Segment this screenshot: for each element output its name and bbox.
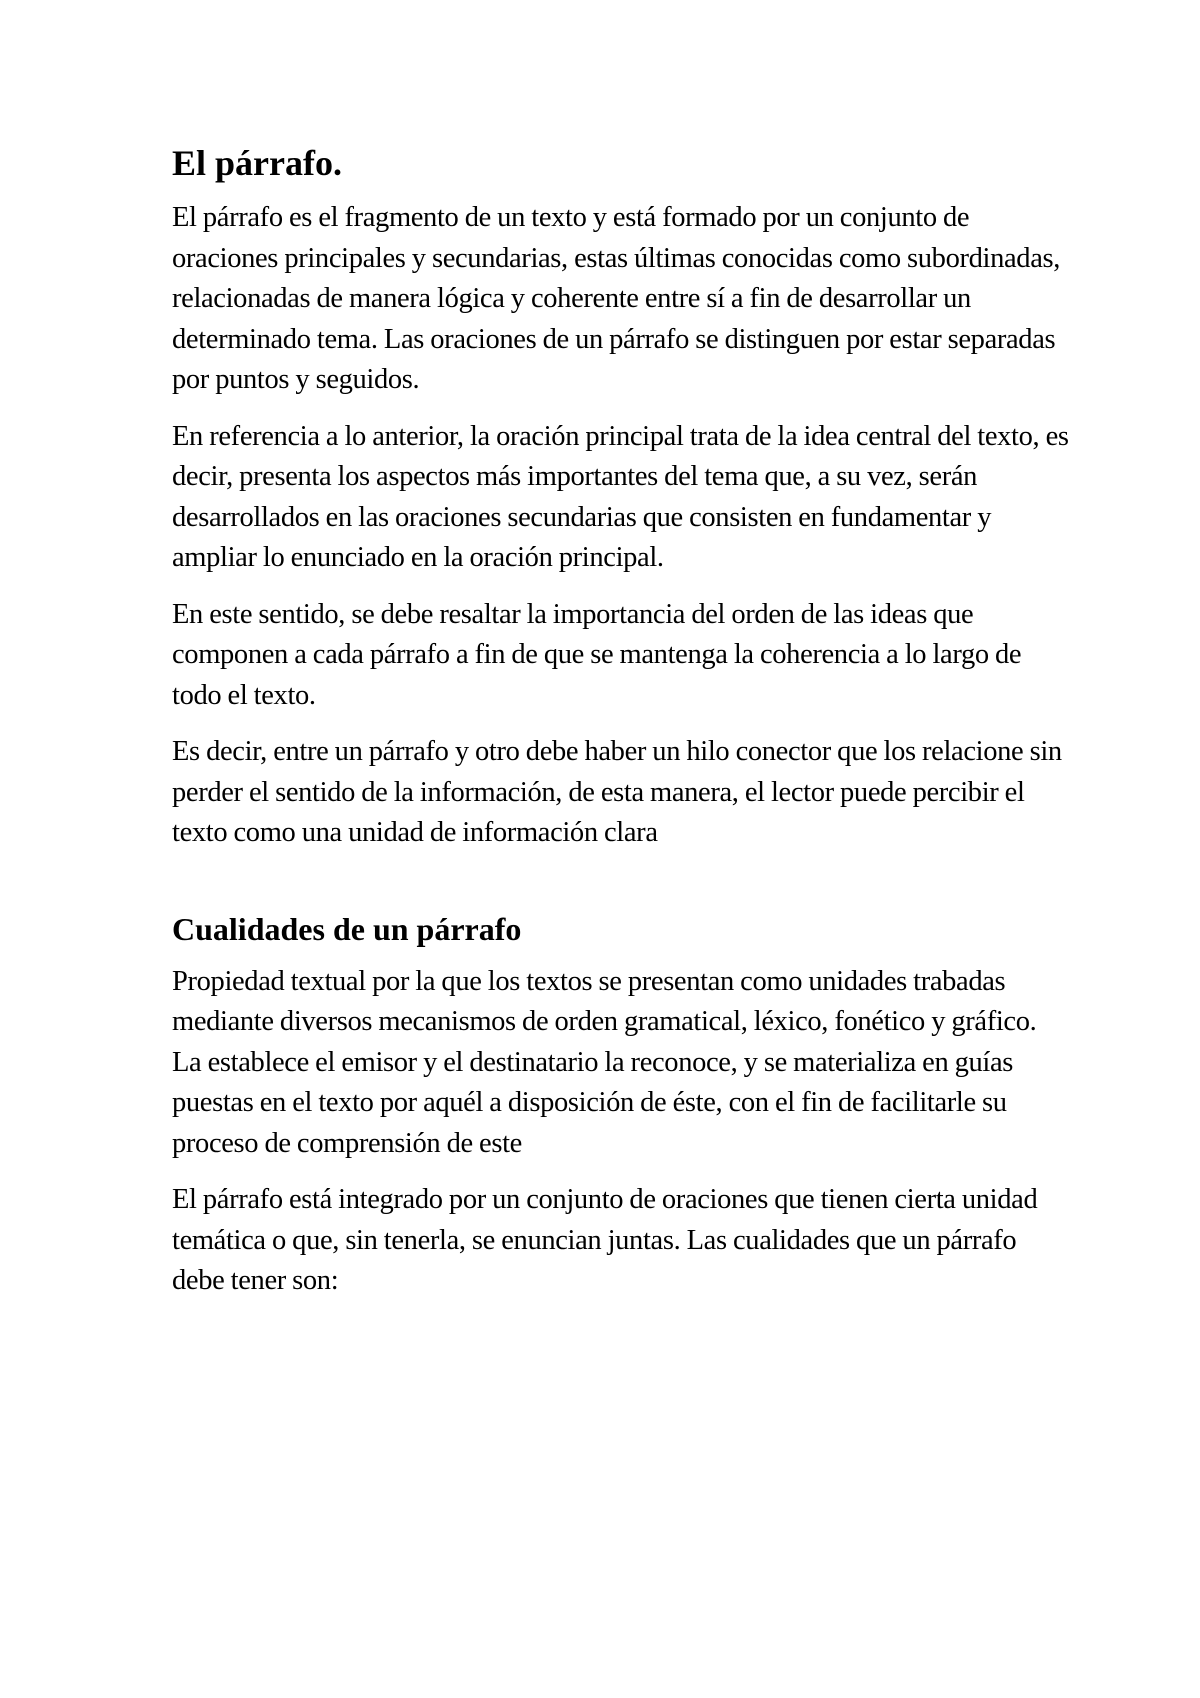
paragraph-definition: El párrafo es el fragmento de un texto y está formado por un conjunto de oraciones principales y secundarias, estas últimas conocidas como subordinadas, relacionadas de manera lógica y coherente entre sí a fin de desarrollar un determinado tema. Las oraciones de un párrafo se distinguen por estar separadas por puntos y seguidos. [172, 202, 1061, 395]
paragraph-main-sentence: En referencia a lo anterior, la oración principal trata de la idea central del texto, es decir, presenta los aspectos más importantes del tema que, a su vez, serán desarrollados en las oraciones secundarias que consisten en fundamentar y ampliar lo enunciado en la oración principal. [172, 420, 1069, 573]
paragraph-connecting-thread: Es decir, entre un párrafo y otro debe haber un hilo conector que los relacione sin perder el sentido de la información, de esta manera, el lector puede percibir el texto como una unidad de información clara [172, 736, 1062, 848]
section-title-el-parrafo: El párrafo. [172, 143, 342, 183]
paragraph-textual-property: Propiedad textual por la que los textos se presentan como unidades trabadas mediante diversos mecanismos de orden gramatical, léxico, fonético y gráfico. La establece el emisor y el destinatario la reconoce, y se materializa en guías puestas en el texto por aquél a disposición de éste, con el fin de facilitarle su proceso de comprensión de este [172, 965, 1037, 1159]
paragraph-order-of-ideas: En este sentido, se debe resaltar la importancia del orden de las ideas que componen a cada párrafo a fin de que se mantenga la coherencia a lo largo de todo el texto. [172, 598, 1022, 711]
section-title-cualidades: Cualidades de un párrafo [172, 910, 522, 947]
document-page [172, 142, 1072, 1318]
paragraph-qualities-intro: El párrafo está integrado por un conjunto de oraciones que tienen cierta unidad temática o que, sin tenerla, se enuncian juntas. Las cualidades que un párrafo debe tener son: [172, 1184, 1038, 1296]
